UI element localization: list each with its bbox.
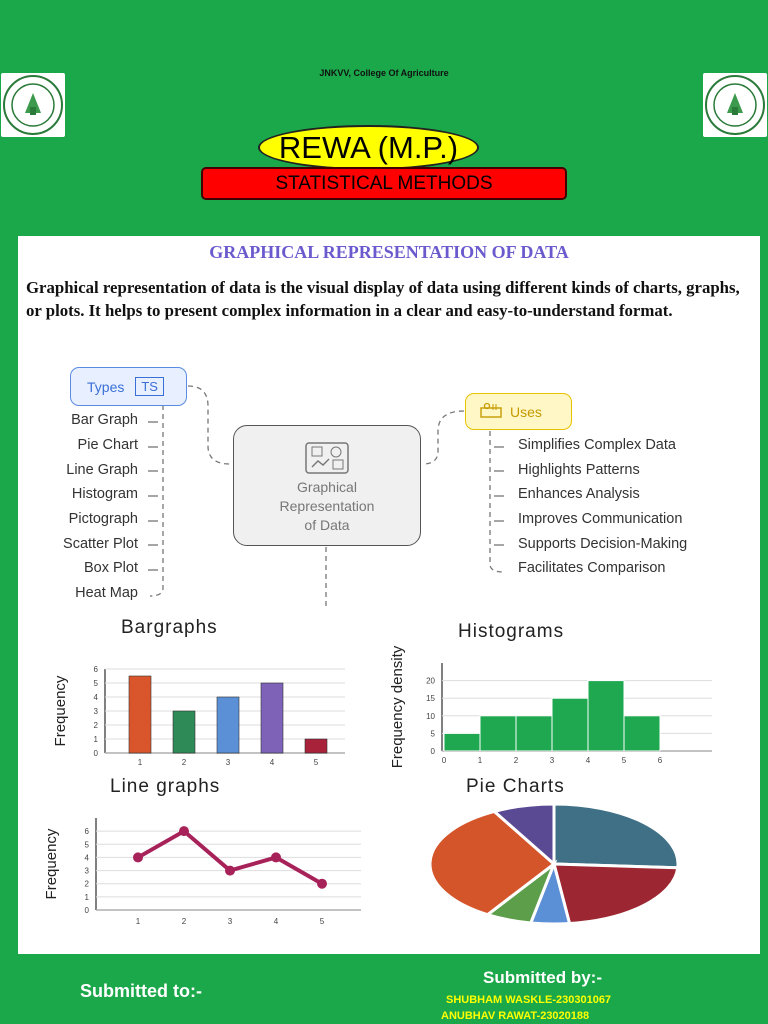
histogram-bar bbox=[516, 716, 552, 751]
panel-title: GRAPHICAL REPRESENTATION OF DATA bbox=[209, 242, 569, 262]
y-tick-label: 4 bbox=[93, 693, 98, 702]
y-tick-label: 5 bbox=[84, 840, 89, 850]
bar bbox=[261, 683, 283, 753]
x-tick-label: 2 bbox=[513, 756, 519, 765]
histogram-chart bbox=[380, 644, 720, 769]
type-item: Bar Graph bbox=[71, 412, 138, 428]
x-tick-label: 3 bbox=[549, 756, 555, 765]
submitted-to-label: Submitted to:- bbox=[80, 981, 202, 1001]
use-item: Facilitates Comparison bbox=[518, 560, 666, 576]
use-item: Improves Communication bbox=[518, 511, 683, 527]
histogram-title: Histograms bbox=[458, 621, 565, 642]
x-tick-label: 5 bbox=[313, 758, 319, 767]
y-tick-label: 2 bbox=[84, 879, 89, 889]
y-axis-label: Frequency bbox=[43, 828, 60, 900]
pie-slice bbox=[554, 804, 678, 868]
type-item: Pictograph bbox=[68, 511, 138, 527]
histogram-bar bbox=[588, 681, 624, 751]
x-tick-label: 1 bbox=[135, 917, 141, 926]
histogram-bar bbox=[480, 716, 516, 751]
y-tick-label: 10 bbox=[426, 711, 435, 721]
content-panel bbox=[18, 236, 760, 954]
type-item: Histogram bbox=[71, 486, 138, 502]
type-item: Heat Map bbox=[75, 585, 138, 601]
types-pill bbox=[70, 367, 187, 406]
data-point bbox=[225, 866, 235, 876]
data-point bbox=[317, 879, 327, 889]
histogram-bar bbox=[624, 716, 660, 751]
use-item: Highlights Patterns bbox=[518, 462, 640, 478]
linegraph-chart bbox=[28, 808, 368, 928]
bar bbox=[217, 697, 239, 753]
y-tick-label: 15 bbox=[426, 694, 435, 704]
y-axis-label: Frequency bbox=[52, 675, 69, 747]
piechart-title: Pie Charts bbox=[466, 776, 565, 797]
x-tick-label: 5 bbox=[621, 756, 627, 765]
submitted-by-label: Submitted by:- bbox=[483, 968, 602, 987]
type-item: Pie Chart bbox=[77, 437, 138, 453]
x-tick-label: 1 bbox=[137, 758, 143, 767]
y-axis-label: Frequency density bbox=[389, 645, 406, 769]
use-item: Enhances Analysis bbox=[518, 486, 640, 502]
data-point bbox=[133, 852, 143, 862]
histogram-bar bbox=[552, 698, 588, 751]
types-label: Types bbox=[87, 378, 125, 395]
x-tick-label: 4 bbox=[273, 917, 279, 926]
center-line-1: Graphical bbox=[297, 479, 357, 495]
x-tick-label: 3 bbox=[227, 917, 233, 926]
y-tick-label: 20 bbox=[426, 676, 435, 686]
y-tick-label: 6 bbox=[84, 827, 89, 837]
use-item: Supports Decision-Making bbox=[518, 536, 688, 552]
y-tick-label: 1 bbox=[93, 735, 98, 744]
uses-label: Uses bbox=[510, 403, 542, 420]
y-tick-label: 3 bbox=[84, 866, 89, 876]
city-banner: REWA (M.P.) bbox=[258, 125, 479, 170]
center-line-3: of Data bbox=[304, 517, 350, 533]
type-item: Box Plot bbox=[84, 560, 138, 576]
y-tick-label: 4 bbox=[84, 853, 89, 863]
y-tick-label: 0 bbox=[93, 749, 98, 758]
piechart-chart bbox=[428, 798, 698, 928]
bar bbox=[129, 676, 151, 753]
x-tick-label: 6 bbox=[657, 756, 663, 765]
x-tick-label: 0 bbox=[441, 756, 447, 765]
y-tick-label: 6 bbox=[93, 665, 98, 674]
x-tick-label: 1 bbox=[477, 756, 483, 765]
type-item: Line Graph bbox=[66, 462, 138, 478]
y-tick-label: 2 bbox=[93, 721, 98, 730]
bargraph-chart bbox=[30, 648, 360, 773]
university-seal-right-icon bbox=[703, 73, 767, 137]
y-tick-label: 3 bbox=[93, 707, 98, 716]
chart-document-icon bbox=[305, 442, 349, 474]
data-point bbox=[179, 826, 189, 836]
center-line-2: Representation bbox=[279, 498, 375, 514]
y-tick-label: 0 bbox=[430, 747, 435, 756]
bar bbox=[173, 711, 195, 753]
x-tick-label: 2 bbox=[181, 917, 187, 926]
center-node bbox=[233, 425, 421, 546]
type-item: Scatter Plot bbox=[63, 536, 138, 552]
x-tick-label: 4 bbox=[269, 758, 275, 767]
bar bbox=[305, 739, 327, 753]
users-icon bbox=[480, 402, 502, 421]
intro-paragraph: Graphical representation of data is the visual display of data using different kinds of charts, graphs, or plots. It helps to present complex information in a clear and easy-to-understand format. bbox=[26, 278, 740, 320]
x-tick-label: 5 bbox=[319, 917, 325, 926]
university-seal-left-icon bbox=[1, 73, 65, 137]
data-point bbox=[271, 852, 281, 862]
histogram-bar bbox=[444, 733, 480, 751]
ts-icon: TS bbox=[135, 377, 164, 396]
y-tick-label: 5 bbox=[93, 679, 98, 688]
uses-pill bbox=[465, 393, 572, 430]
y-tick-label: 1 bbox=[84, 892, 89, 902]
x-tick-label: 3 bbox=[225, 758, 231, 767]
student-name: ANUBHAV RAWAT-23020188 bbox=[441, 1010, 590, 1022]
use-item: Simplifies Complex Data bbox=[518, 437, 676, 453]
x-tick-label: 4 bbox=[585, 756, 591, 765]
linegraph-title: Line graphs bbox=[110, 776, 221, 797]
subject-banner: STATISTICAL METHODS bbox=[201, 167, 567, 200]
bargraph-title: Bargraphs bbox=[121, 617, 218, 638]
college-name: JNKVV, College Of Agriculture bbox=[319, 68, 449, 78]
x-tick-label: 2 bbox=[181, 758, 187, 767]
y-tick-label: 5 bbox=[430, 729, 435, 739]
y-tick-label: 0 bbox=[84, 906, 89, 915]
student-name: SHUBHAM WASKLE-230301067 bbox=[446, 994, 612, 1006]
pie-slice bbox=[554, 864, 678, 924]
